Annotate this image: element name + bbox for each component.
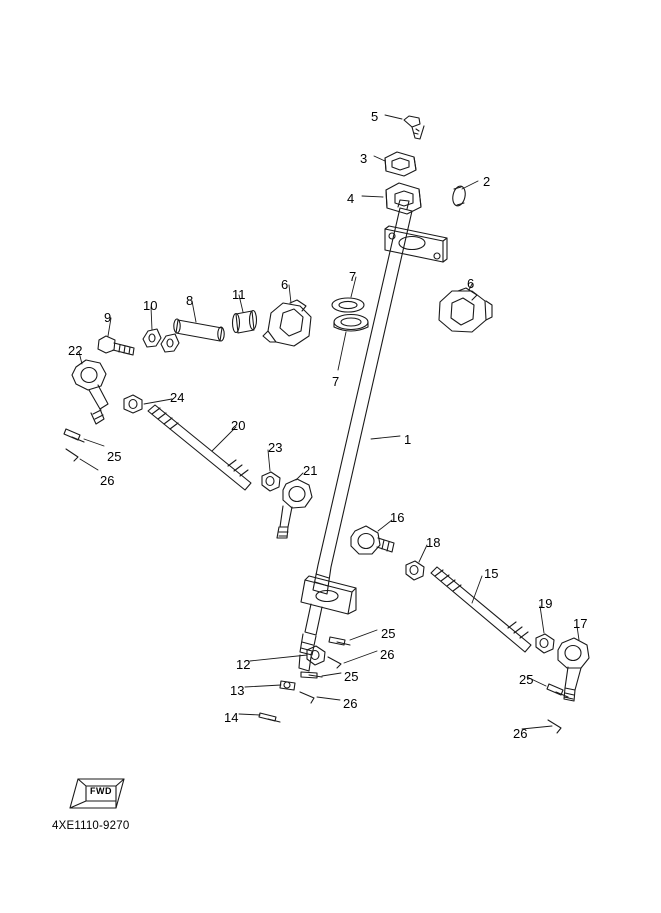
callout-number: 13 [230,683,245,698]
part-11-collar [233,311,257,334]
part-23-nut [262,472,280,491]
part-7-bearings [332,298,368,331]
part-6-right-bracket [439,288,492,332]
part-18-nut [406,561,424,580]
callout-number: 18 [426,535,441,550]
part-9-bolt [98,336,134,355]
callout-number: 25 [381,626,396,641]
fwd-label: FWD [90,786,112,796]
callout-number: 26 [380,647,395,662]
part-22-tie-rod-end [72,360,108,424]
callout-number: 4 [347,191,355,206]
part-16-tie-rod-end [351,526,394,554]
callout-number: 26 [513,726,528,741]
part-code-label: 4XE1110-9270 [52,820,130,832]
part-12-nut [307,646,325,665]
steering-shaft [299,200,447,671]
leader-lines [79,115,579,729]
part-10-washers [143,329,179,352]
part-6-left-bracket [263,300,311,346]
callout-number: 1 [404,432,412,447]
callout-number: 15 [484,566,499,581]
part-19-nut [536,634,554,653]
part-25-26-left [64,429,84,461]
callout-number: 23 [268,440,283,455]
callout-number: 26 [343,696,358,711]
part-14-pin [259,713,280,722]
callout-number: 16 [390,510,405,525]
callout-number: 11 [232,287,246,302]
callout-number: 12 [236,657,251,672]
callout-number: 8 [186,293,194,308]
callout-number: 5 [371,109,379,124]
callout-number: 25 [107,449,122,464]
part-25-26-lower [300,672,322,703]
callout-number: 6 [281,277,289,292]
callout-number: 19 [538,596,553,611]
callout-number: 21 [303,463,318,478]
callout-number: 2 [483,174,491,189]
part-5-bolt [404,116,424,139]
callout-number: 14 [224,710,239,725]
callout-number: 9 [104,310,112,325]
callout-number: 6 [467,276,475,291]
callout-number: 7 [349,269,357,284]
callout-number: 17 [573,616,588,631]
part-25-26-mid [328,637,350,668]
callout-number: 24 [170,390,185,405]
callout-number: 26 [100,473,115,488]
callout-number: 20 [231,418,246,433]
callout-number: 3 [360,151,368,166]
part-2-collar [451,185,467,207]
part-13-washer [280,681,295,690]
part-21-tie-rod-end [277,479,312,538]
callout-number: 25 [344,669,359,684]
callout-number: 25 [519,672,534,687]
part-8-bar [174,319,224,341]
part-24-nut [124,395,142,413]
callout-number: 22 [68,343,83,358]
callout-number: 7 [332,374,340,389]
callout-number: 10 [143,298,158,313]
part-3-clamp [385,152,416,176]
